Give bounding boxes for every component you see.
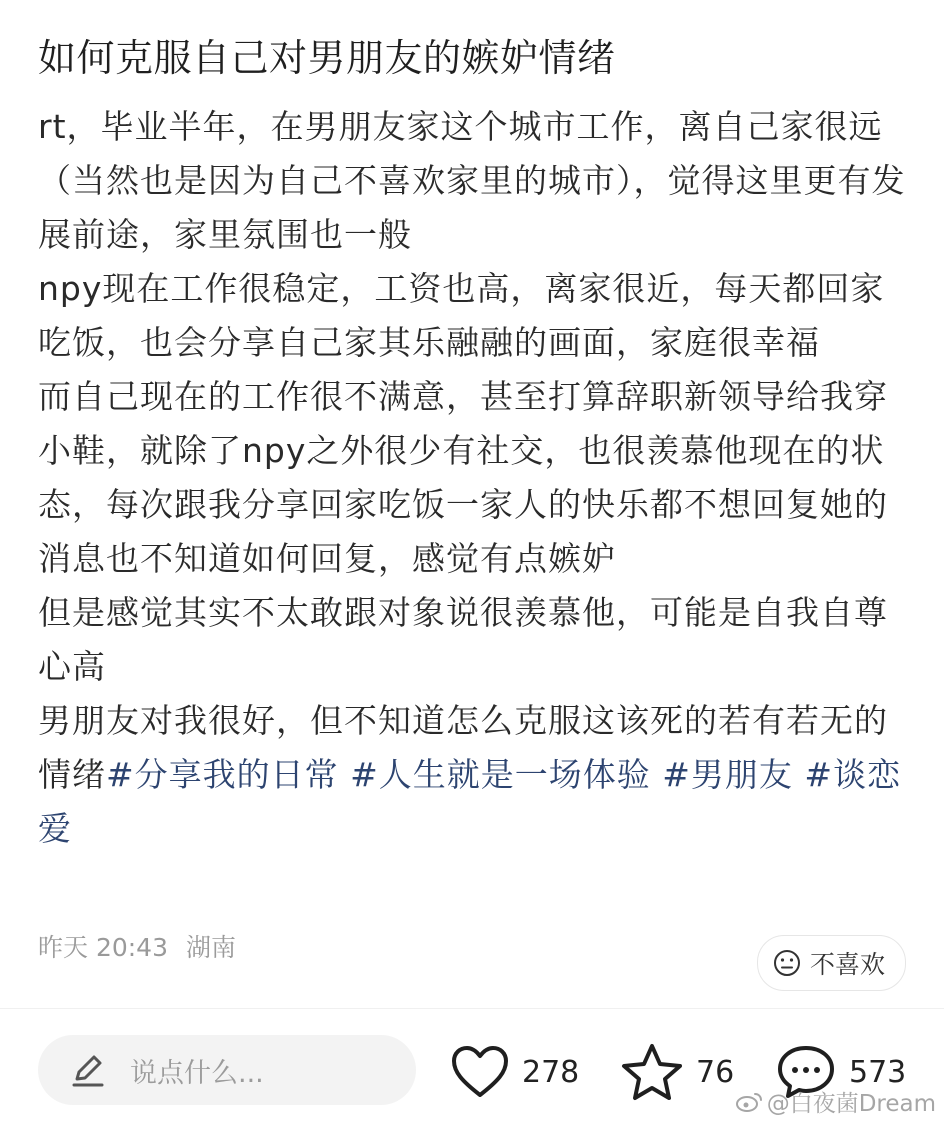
- weibo-icon: [735, 1091, 763, 1113]
- watermark-text: @白夜菌Dream: [766, 1091, 936, 1117]
- comment-placeholder: 说点什么...: [130, 1057, 264, 1089]
- favorite-count: 76: [696, 1054, 735, 1090]
- comment-count: 573: [849, 1054, 907, 1090]
- hashtag-life-experience[interactable]: #人生就是一场体验: [350, 755, 663, 794]
- favorite-button[interactable]: [620, 1047, 734, 1097]
- post-meta: [38, 928, 236, 968]
- hashtag-boyfriend[interactable]: #男朋友: [662, 755, 805, 794]
- post-title: 如何克服自己对男朋友的嫉妒情绪: [38, 36, 616, 80]
- pen-icon: [68, 1050, 108, 1090]
- post-time: 昨天 20:43: [38, 933, 168, 962]
- like-count: 278: [522, 1054, 580, 1090]
- post-location: 湖南: [185, 933, 236, 962]
- star-icon: [620, 1043, 684, 1101]
- post-body: [38, 100, 910, 856]
- dislike-button[interactable]: [757, 935, 906, 991]
- heart-icon: [450, 1045, 510, 1099]
- post-paragraph-last: [38, 694, 910, 856]
- post-paragraph: rt，毕业半年，在男朋友家这个城市工作，离自己家很远（当然也是因为自己不喜欢家里的城市），觉得这里更有发展前途，家里氛围也一般: [38, 107, 906, 254]
- post-paragraph-text: 男朋友对我很好，但不知道怎么克服这该死的若有若无的情绪: [38, 701, 888, 794]
- sad-face-icon: [772, 948, 802, 978]
- hashtag-share-daily[interactable]: #分享我的日常: [106, 755, 351, 794]
- post-paragraph: 而自己现在的工作很不满意，甚至打算辞职新领导给我穿小鞋，就除了npy之外很少有社交，也很羡慕他现在的状态，每次跟我分享回家吃饭一家人的快乐都不想回复她的消息也不知道如何回复，感觉有点嫉妒: [38, 377, 888, 578]
- post-paragraph: 但是感觉其实不太敢跟对象说很羡慕他，可能是自我自尊心高: [38, 593, 888, 686]
- comment-input[interactable]: [38, 1035, 416, 1105]
- hashtag-dating[interactable]: #谈恋爱: [38, 755, 902, 848]
- watermark: [735, 1085, 936, 1118]
- like-button[interactable]: [450, 1047, 579, 1097]
- dislike-label: 不喜欢: [809, 950, 885, 979]
- post-paragraph: npy现在工作很稳定，工资也高，离家很近，每天都回家吃饭，也会分享自己家其乐融融的画面，家庭很幸福: [38, 269, 885, 362]
